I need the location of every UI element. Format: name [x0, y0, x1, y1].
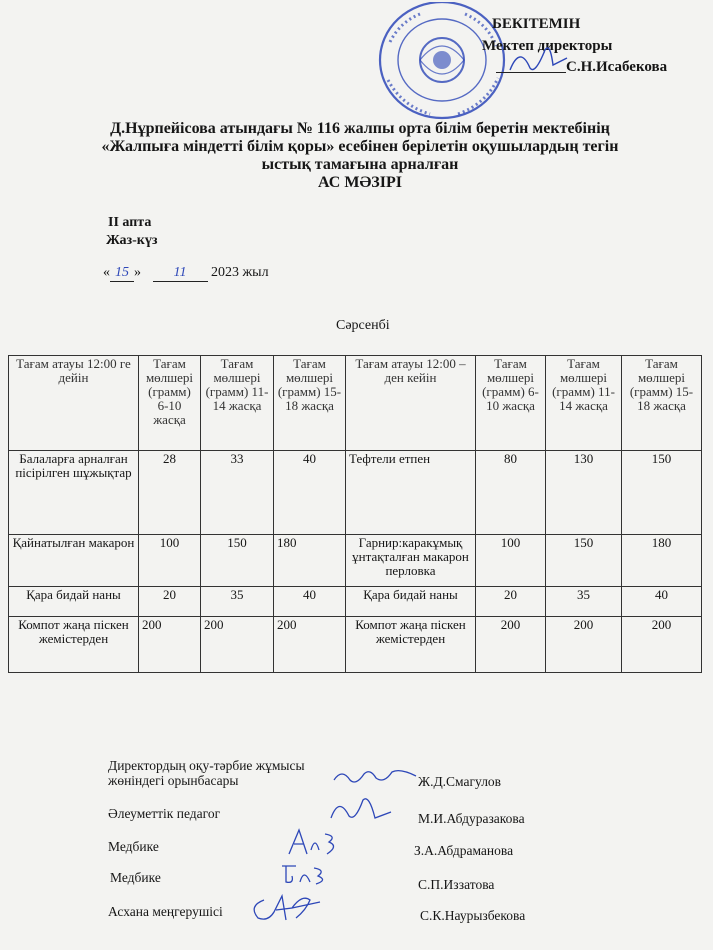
- signature-mark-canteen-manager: [244, 890, 324, 926]
- portion-cell: 35: [201, 587, 274, 617]
- date-month: 11: [153, 265, 208, 282]
- title-line-2: «Жалпыға міндетті білім қоры» есебінен берілетін оқушылардың тегін: [101, 138, 619, 155]
- header-portion-15-18-pm: Тағам мөлшері (грамм) 15-18 жасқа: [622, 356, 702, 451]
- portion-cell: 200: [201, 617, 274, 673]
- signature-mark-nurse-2: [278, 860, 332, 888]
- header-portion-11-14: Тағам мөлшері (грамм) 11-14 жасқа: [201, 356, 274, 451]
- dish-cell: Компот жаңа піскен жемістерден: [9, 617, 139, 673]
- portion-cell: 150: [201, 535, 274, 587]
- signature-name-nurse-2: С.П.Иззатова: [418, 877, 495, 892]
- table-row: [9, 451, 702, 535]
- portion-cell: 40: [622, 587, 702, 617]
- portion-cell: 180: [274, 535, 346, 587]
- dish-cell: Қайнатылған макарон: [9, 535, 139, 587]
- dish-cell: Қара бидай наны: [9, 587, 139, 617]
- portion-cell: 33: [201, 451, 274, 535]
- signature-mark-deputy: [330, 764, 420, 790]
- week-label: II апта: [108, 215, 152, 230]
- date-year: 2023 жыл: [211, 265, 269, 280]
- approval-heading: БЕКІТЕМІН: [492, 16, 581, 32]
- signature-name-nurse-1: З.А.Абдраманова: [414, 843, 514, 858]
- signature-role-social-pedagogue: Әлеуметтік педагог: [108, 806, 221, 821]
- dish-cell: Қара бидай наны: [346, 587, 476, 617]
- portion-cell: 200: [476, 617, 546, 673]
- table-row: [9, 617, 702, 673]
- role-line: Директордың оқу-тәрбие жұмысы: [108, 758, 305, 773]
- portion-cell: 35: [546, 587, 622, 617]
- menu-table: [8, 355, 702, 673]
- title-line-3: ыстық тамағына арналған: [261, 156, 459, 173]
- dish-cell: Балаларға арналған пісірілген шұжықтар: [9, 451, 139, 535]
- portion-cell: 180: [622, 535, 702, 587]
- portion-cell: 150: [546, 535, 622, 587]
- director-name: С.Н.Исабекова: [566, 59, 668, 75]
- signature-mark-nurse-1: [285, 826, 345, 858]
- date-quote-close: »: [134, 265, 141, 280]
- role-line: жөніндегі орынбасары: [108, 773, 239, 788]
- signature-role-canteen-manager: Асхана меңгерушісі: [108, 904, 223, 919]
- title-menu: АС МӘЗІРІ: [318, 174, 402, 191]
- dish-cell: Компот жаңа піскен жемістерден: [346, 617, 476, 673]
- signature-name-social-pedagogue: М.И.Абдуразакова: [418, 811, 525, 826]
- header-portion-11-14-pm: Тағам мөлшері (грамм) 11-14 жасқа: [546, 356, 622, 451]
- signature-role-nurse-2: Медбике: [110, 870, 161, 885]
- portion-cell: 200: [546, 617, 622, 673]
- season-label: Жаз-күз: [106, 233, 158, 248]
- signature-role-deputy: [108, 758, 305, 788]
- signature-role-nurse-1: Медбике: [108, 839, 159, 854]
- approval-position: Мектеп директоры: [482, 38, 613, 54]
- portion-cell: 80: [476, 451, 546, 535]
- portion-cell: 100: [139, 535, 201, 587]
- portion-cell: 130: [546, 451, 622, 535]
- table-header-row: [9, 356, 702, 451]
- portion-cell: 20: [476, 587, 546, 617]
- director-signature: [505, 40, 575, 80]
- portion-cell: 28: [139, 451, 201, 535]
- header-portion-6-10-pm: Тағам мөлшері (грамм) 6-10 жасқа: [476, 356, 546, 451]
- portion-cell: 40: [274, 587, 346, 617]
- dish-cell: Гарнир:каракұмық ұнтақталған макарон перловка: [346, 535, 476, 587]
- portion-cell: 100: [476, 535, 546, 587]
- dish-cell: Тефтели етпен: [346, 451, 476, 535]
- title-line-1: Д.Нұрпейісова атындағы № 116 жалпы орта білім беретін мектебінің: [110, 120, 610, 137]
- table-row: [9, 587, 702, 617]
- header-portion-15-18: Тағам мөлшері (грамм) 15-18 жасқа: [274, 356, 346, 451]
- header-dish-before-noon: Тағам атауы 12:00 ге дейін: [9, 356, 139, 451]
- table-row: [9, 535, 702, 587]
- portion-cell: 200: [622, 617, 702, 673]
- date-day: 15: [110, 265, 134, 282]
- portion-cell: 150: [622, 451, 702, 535]
- signature-name-canteen-manager: С.К.Наурызбекова: [420, 908, 526, 923]
- date-quote-open: «: [103, 265, 110, 280]
- signature-mark-social-pedagogue: [325, 792, 395, 826]
- day-of-week: Сәрсенбі: [336, 318, 390, 333]
- header-portion-6-10: Тағам мөлшері (грамм) 6-10 жасқа: [139, 356, 201, 451]
- portion-cell: 200: [274, 617, 346, 673]
- portion-cell: 40: [274, 451, 346, 535]
- signature-name-deputy: Ж.Д.Смагулов: [418, 774, 502, 789]
- header-dish-after-noon: Тағам атауы 12:00 – ден кейін: [346, 356, 476, 451]
- portion-cell: 200: [139, 617, 201, 673]
- date-line: [103, 265, 269, 282]
- portion-cell: 20: [139, 587, 201, 617]
